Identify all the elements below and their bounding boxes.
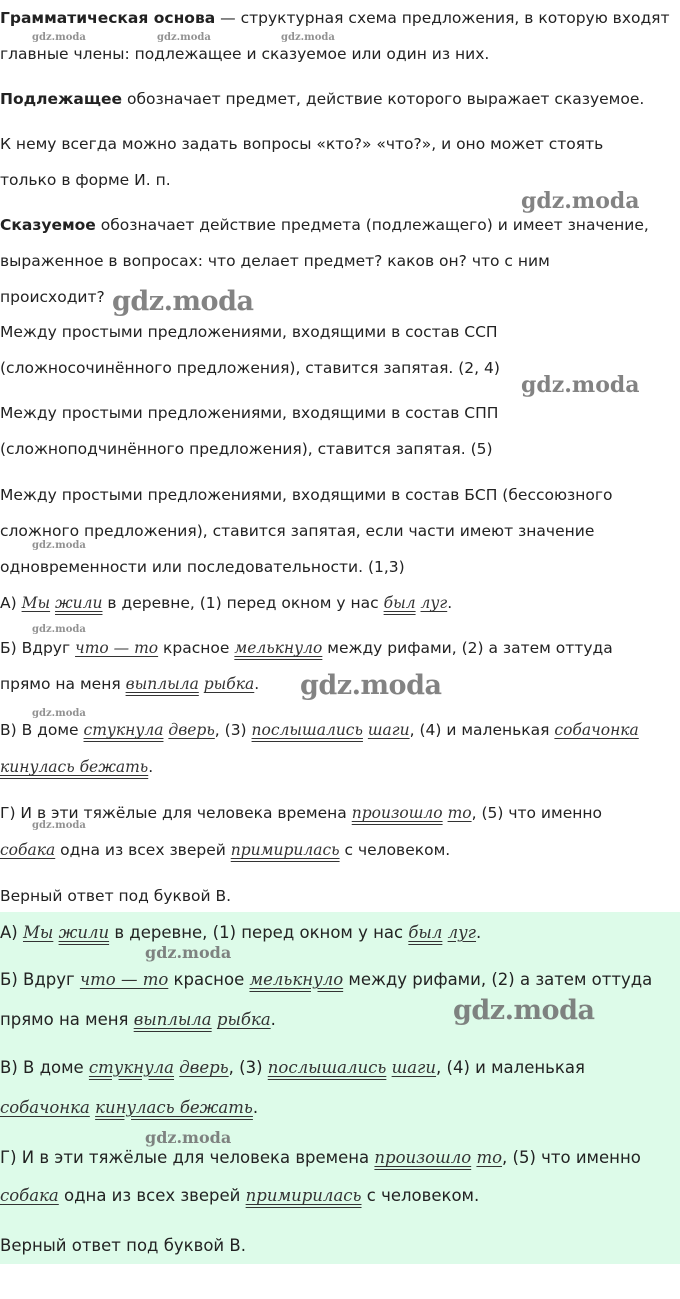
- option-g-highlight: [0, 1140, 676, 1176]
- option-v-highlight: [0, 1050, 676, 1086]
- text-line: одновременности или последовательности. (1,3): [0, 558, 405, 576]
- text: А): [0, 923, 23, 942]
- watermark: gdz.moda: [32, 708, 86, 719]
- predicate-word: кинулась бежать: [0, 758, 149, 776]
- text: между рифами, (2) а затем оттуда: [343, 970, 653, 989]
- watermark: gdz.moda: [281, 32, 335, 43]
- subject-word: что — то: [75, 639, 159, 657]
- text: .: [447, 594, 453, 612]
- option-a-highlight: [0, 915, 676, 951]
- text: .: [476, 923, 482, 942]
- option-v: [0, 712, 676, 748]
- option-v-line2: [0, 749, 676, 785]
- predicate-word: выплыла: [125, 675, 199, 693]
- watermark: gdz.moda: [145, 1128, 232, 1147]
- subject-word: Мы: [21, 594, 51, 612]
- predicate-word: жили: [55, 594, 103, 612]
- text: , (3): [214, 721, 252, 739]
- text-line: К нему всегда можно задать вопросы «кто?» «что?», и оно может стоять: [0, 135, 604, 153]
- text-line: происходит?: [0, 288, 105, 306]
- watermark: gdz.moda: [112, 286, 254, 317]
- text: одна из всех зверей: [55, 841, 231, 859]
- text: Б) Вдруг: [0, 970, 80, 989]
- text: с человеком.: [339, 841, 451, 859]
- predicate-word: произошло: [351, 804, 443, 822]
- subject-word: что — то: [79, 970, 169, 989]
- answer-text-highlight: Верный ответ под буквой В.: [0, 1236, 246, 1255]
- subject-word: рыбка: [216, 1010, 271, 1029]
- definition-grammatical-basis: [0, 0, 676, 36]
- subject-word: Мы: [22, 923, 54, 942]
- option-a: [0, 585, 676, 621]
- watermark: gdz.moda: [32, 540, 86, 551]
- term: Грамматическая основа: [0, 9, 216, 27]
- watermark: gdz.moda: [32, 32, 86, 43]
- text: одна из всех зверей: [58, 1186, 246, 1205]
- text: обозначает действие предмета (подлежащего) и имеет значение,: [95, 216, 649, 234]
- text: между рифами, (2) а затем оттуда: [322, 639, 613, 657]
- text-line: только в форме И. п.: [0, 171, 171, 189]
- watermark: gdz.moda: [32, 820, 86, 831]
- text-line: (сложноподчинённого предложения), ставится запятая. (5): [0, 440, 493, 458]
- text: , (5) что именно: [471, 804, 602, 822]
- text: .: [254, 675, 260, 693]
- text-line: Между простыми предложениями, входящими в состав ССП: [0, 323, 498, 341]
- predicate-word: примирилась: [230, 841, 340, 859]
- watermark: gdz.moda: [453, 995, 595, 1026]
- text-line: сложного предложения), ставится запятая, если части имеют значение: [0, 522, 595, 540]
- text: — структурная схема предложения, в которую входят: [215, 9, 670, 27]
- subject-word: то: [447, 804, 472, 822]
- watermark: gdz.moda: [300, 670, 442, 701]
- text: Г) И в эти тяжёлые для человека времена: [0, 804, 352, 822]
- text: красное: [168, 970, 250, 989]
- option-g-highlight-line2: [0, 1178, 676, 1214]
- text-line: выраженное в вопросах: что делает предмет? каков он? что с ним: [0, 252, 550, 270]
- watermark: gdz.moda: [521, 188, 640, 214]
- subject-word: собака: [0, 1186, 59, 1205]
- predicate-word: мелькнуло: [234, 639, 323, 657]
- term: Подлежащее: [0, 90, 123, 108]
- predicate-word: стукнула: [83, 721, 164, 739]
- text: В) В доме: [0, 1058, 89, 1077]
- text: , (5) что именно: [502, 1148, 641, 1167]
- subject-word: то: [476, 1148, 503, 1167]
- option-b: [0, 630, 676, 666]
- predicate-word: выплыла: [133, 1010, 212, 1029]
- text: А): [0, 594, 22, 612]
- text-line: (сложносочинённого предложения), ставится запятая. (2, 4): [0, 359, 500, 377]
- text: Б) Вдруг: [0, 639, 76, 657]
- watermark: gdz.moda: [145, 943, 232, 962]
- subject-word: собака: [0, 841, 56, 859]
- text: , (4) и маленькая: [436, 1058, 585, 1077]
- option-b-highlight: [0, 962, 676, 998]
- text-line: главные члены: подлежащее и сказуемое или один из них.: [0, 45, 490, 63]
- predicate-word: примирилась: [245, 1186, 362, 1205]
- predicate-word: послышались: [267, 1058, 387, 1077]
- predicate-word: был: [383, 594, 416, 612]
- text: , (3): [228, 1058, 268, 1077]
- option-v-highlight-line2: [0, 1090, 676, 1126]
- predicate-word: мелькнуло: [249, 970, 344, 989]
- text: .: [148, 758, 154, 776]
- text-line: Между простыми предложениями, входящими в состав СПП: [0, 404, 499, 422]
- text-line: Между простыми предложениями, входящими в состав БСП (бессоюзного: [0, 486, 613, 504]
- predicate-word: кинулась бежать: [95, 1098, 253, 1117]
- text: , (4) и маленькая: [409, 721, 555, 739]
- watermark: gdz.moda: [157, 32, 211, 43]
- subject-word: рыбка: [203, 675, 255, 693]
- text: с человеком.: [361, 1186, 480, 1205]
- option-g: [0, 795, 676, 831]
- answer-text: Верный ответ под буквой В.: [0, 887, 232, 905]
- text: красное: [158, 639, 235, 657]
- predicate-word: был: [408, 923, 443, 942]
- subject-word: собачонка: [554, 721, 639, 739]
- predicate-word: произошло: [374, 1148, 472, 1167]
- text: Г) И в эти тяжёлые для человека времена: [0, 1148, 375, 1167]
- subject-word: шаги: [391, 1058, 437, 1077]
- watermark: gdz.moda: [32, 624, 86, 635]
- subject-word: луг: [447, 923, 477, 942]
- definition-subject: [0, 81, 676, 117]
- subject-word: дверь: [168, 721, 215, 739]
- term: Сказуемое: [0, 216, 96, 234]
- text: .: [270, 1010, 276, 1029]
- text: .: [252, 1098, 259, 1117]
- text: в деревне, (1) перед окном у нас: [102, 594, 384, 612]
- subject-word: шаги: [367, 721, 410, 739]
- predicate-word: стукнула: [88, 1058, 175, 1077]
- text: в деревне, (1) перед окном у нас: [109, 923, 409, 942]
- subject-word: дверь: [179, 1058, 229, 1077]
- subject-word: собачонка: [0, 1098, 90, 1117]
- text: В) В доме: [0, 721, 84, 739]
- text: прямо на меня: [0, 675, 126, 693]
- predicate-word: послышались: [251, 721, 363, 739]
- watermark: gdz.moda: [521, 372, 640, 398]
- subject-word: луг: [420, 594, 448, 612]
- option-g-line2: [0, 832, 676, 868]
- predicate-word: жили: [58, 923, 110, 942]
- text: обозначает предмет, действие которого выражает сказуемое.: [122, 90, 645, 108]
- text: прямо на меня: [0, 1010, 134, 1029]
